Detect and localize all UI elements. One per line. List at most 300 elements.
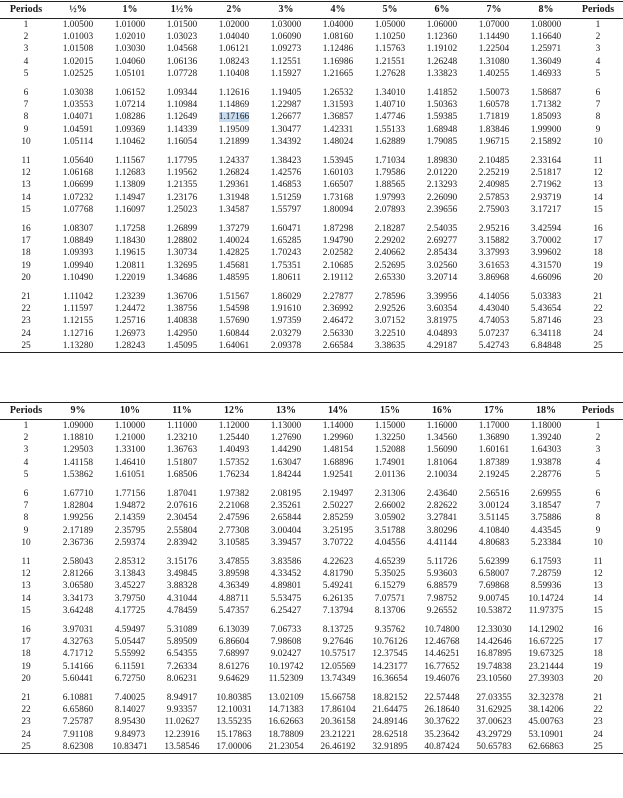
period-cell: 13 [593, 180, 603, 191]
period-cell: 18 [593, 649, 603, 660]
factor-cell: 2.18287 [374, 224, 406, 235]
factor-cell: 1.06090 [270, 32, 302, 43]
period-cell: 4 [595, 56, 601, 67]
period-cell: 10 [21, 537, 31, 548]
factor-cell: 3.06580 [62, 581, 94, 592]
factor-cell: 5.47357 [218, 605, 250, 616]
factor-cell: 1.97382 [218, 489, 250, 500]
period-cell: 25 [21, 741, 31, 752]
factor-cell: 4.04893 [426, 328, 458, 339]
period-cell: 21 [21, 693, 31, 704]
factor-cell: 1.01003 [62, 32, 94, 43]
table-header-row [0, 2, 623, 19]
factor-cell: 18.78809 [268, 729, 304, 740]
factor-cell: 1.07214 [114, 100, 146, 111]
factor-cell: 1.56090 [426, 445, 458, 456]
period-cell: 14 [593, 192, 603, 203]
factor-cell: 3.18547 [530, 501, 562, 512]
factor-cell: 2.50227 [322, 501, 354, 512]
factor-cell: 2.69955 [530, 489, 562, 500]
factor-cell: 6.13039 [218, 625, 250, 636]
factor-cell: 1.38423 [270, 156, 302, 167]
table-row [0, 291, 623, 303]
period-cell: 10 [21, 136, 31, 147]
factor-cell: 4.31044 [166, 593, 198, 604]
column-header: 16% [432, 404, 452, 416]
group-spacer [0, 216, 623, 223]
factor-cell: 1.16000 [426, 421, 458, 431]
factor-cell: 7.98752 [426, 593, 458, 604]
column-header: 2% [226, 3, 242, 15]
factor-cell: 1.46933 [530, 68, 562, 79]
factor-cell: 12.10031 [216, 705, 252, 716]
factor-cell: 1.14869 [218, 100, 250, 111]
table-row [0, 87, 623, 99]
factor-cell: 4.59497 [114, 625, 146, 636]
group-spacer [0, 148, 623, 155]
row-group [0, 19, 623, 81]
period-cell: 19 [21, 260, 31, 271]
factor-cell: 8.13725 [322, 625, 354, 636]
factor-cell: 3.27841 [426, 513, 458, 524]
factor-cell: 1.13000 [270, 421, 302, 431]
factor-cell: 1.40710 [374, 100, 406, 111]
factor-cell: 2.59374 [114, 537, 146, 548]
factor-cell: 3.88328 [166, 581, 198, 592]
table-row [0, 328, 623, 340]
factor-cell: 19.74838 [476, 661, 512, 672]
factor-cell: 1.34392 [270, 136, 302, 147]
factor-cell: 1.12649 [166, 112, 198, 123]
factor-cell: 1.01508 [62, 44, 94, 55]
factor-cell: 6.26135 [322, 593, 354, 604]
column-header: 17% [484, 404, 504, 416]
factor-cell: 2.51817 [530, 168, 562, 179]
factor-cell: 32.32378 [528, 693, 564, 704]
factor-cell: 3.81975 [426, 316, 458, 327]
factor-cell: 16.36654 [372, 673, 408, 684]
factor-cell: 50.65783 [476, 741, 512, 752]
factor-cell: 1.25440 [218, 433, 250, 444]
factor-cell: 4.29187 [426, 340, 458, 351]
factor-cell: 14.12902 [528, 625, 564, 636]
factor-cell: 1.64061 [218, 340, 250, 351]
factor-cell: 3.70722 [322, 537, 354, 548]
factor-cell: 4.36349 [218, 581, 250, 592]
factor-cell: 1.34010 [374, 88, 406, 99]
factor-cell: 1.24337 [218, 156, 250, 167]
factor-cell: 8.06231 [166, 673, 198, 684]
factor-cell: 1.06121 [218, 44, 250, 55]
period-cell: 8 [23, 513, 29, 524]
table-row [0, 192, 623, 204]
column-header: 18% [536, 404, 556, 416]
period-cell: 14 [593, 593, 603, 604]
row-group [0, 216, 623, 284]
table-row [0, 247, 623, 259]
factor-cell: 2.25219 [478, 168, 510, 179]
table-row [0, 500, 623, 512]
factor-cell: 4.14056 [478, 292, 510, 303]
factor-cell: 5.03383 [530, 292, 562, 303]
factor-cell: 53.10901 [528, 729, 564, 740]
factor-cell: 2.13293 [426, 180, 458, 191]
period-cell: 4 [595, 457, 601, 468]
period-cell: 6 [23, 489, 29, 500]
period-cell: 13 [21, 581, 31, 592]
period-cell: 17 [21, 236, 31, 247]
table-row [0, 704, 623, 716]
period-cell: 20 [593, 673, 603, 684]
factor-cell: 3.17217 [530, 204, 562, 215]
factor-cell: 7.28759 [530, 569, 562, 580]
factor-cell: 13.58546 [164, 741, 200, 752]
factor-cell: 1.68896 [322, 457, 354, 468]
factor-cell: 1.04591 [62, 124, 94, 135]
factor-cell: 2.21068 [218, 501, 250, 512]
table-row [0, 204, 623, 216]
column-header: 7% [486, 3, 502, 15]
factor-cell: 6.10881 [62, 693, 94, 704]
factor-cell: 1.10000 [114, 421, 146, 431]
factor-cell: 1.36049 [530, 56, 562, 67]
factor-cell: 1.12716 [62, 328, 94, 339]
factor-cell: 1.63047 [270, 457, 302, 468]
table-row [0, 469, 623, 481]
period-cell: 3 [595, 445, 601, 456]
factor-cell: 1.39240 [530, 433, 562, 444]
factor-cell: 1.09940 [62, 260, 94, 271]
factor-cell: 3.61653 [478, 260, 510, 271]
factor-cell: 62.66863 [528, 741, 564, 752]
factor-cell: 1.01500 [166, 20, 198, 30]
period-cell: 22 [593, 705, 603, 716]
period-cell: 12 [21, 168, 31, 179]
period-cell: 16 [21, 625, 31, 636]
factor-cell: 1.31593 [322, 100, 354, 111]
factor-cell: 1.10490 [62, 272, 94, 283]
factor-cell: 1.26899 [166, 224, 198, 235]
factor-cell: 2.52695 [374, 260, 406, 271]
table-row [0, 648, 623, 660]
factor-cell: 3.45227 [114, 581, 146, 592]
factor-cell: 3.83586 [270, 557, 302, 568]
factor-cell: 1.51259 [270, 192, 302, 203]
factor-cell: 1.10462 [114, 136, 146, 147]
factor-cell: 6.34118 [530, 328, 562, 339]
factor-cell: 1.04568 [166, 44, 198, 55]
factor-cell: 1.17000 [478, 421, 510, 431]
factor-cell: 1.50363 [426, 100, 458, 111]
table-row [0, 525, 623, 537]
factor-cell: 10.57517 [320, 649, 356, 660]
factor-cell: 3.97031 [62, 625, 94, 636]
column-header: 4% [330, 3, 346, 15]
factor-cell: 7.69868 [478, 581, 510, 592]
factor-cell: 19.46076 [424, 673, 460, 684]
factor-cell: 27.39303 [528, 673, 564, 684]
factor-cell: 1.17258 [114, 224, 146, 235]
factor-cell: 1.21899 [218, 136, 250, 147]
period-cell: 5 [23, 469, 29, 480]
period-cell: 20 [21, 673, 31, 684]
factor-cell: 28.62518 [372, 729, 408, 740]
factor-cell: 1.08286 [114, 112, 146, 123]
factor-cell: 1.29361 [218, 180, 250, 191]
table-row [0, 593, 623, 605]
factor-cell: 14.71383 [268, 705, 304, 716]
factor-cell: 1.97993 [374, 192, 406, 203]
factor-cell: 3.22510 [374, 328, 406, 339]
table-row [0, 432, 623, 444]
factor-cell: 4.89801 [270, 581, 302, 592]
factor-cell: 1.89830 [426, 156, 458, 167]
period-cell: 3 [23, 445, 29, 456]
factor-cell: 1.91610 [270, 304, 302, 315]
factor-cell: 1.14000 [322, 421, 354, 431]
factor-cell: 1.93878 [530, 457, 562, 468]
factor-cell: 11.97375 [528, 605, 564, 616]
column-header: 5% [382, 3, 398, 15]
factor-cell: 1.11042 [62, 292, 94, 303]
factor-cell: 1.07768 [62, 204, 94, 215]
factor-cell: 11.52309 [268, 673, 304, 684]
factor-cell: 7.98608 [270, 637, 302, 648]
factor-cell: 1.33100 [114, 445, 146, 456]
factor-cell: 2.07616 [166, 501, 198, 512]
factor-cell: 45.00763 [528, 717, 564, 728]
factor-cell: 1.13809 [114, 180, 146, 191]
factor-cell: 1.97359 [270, 316, 302, 327]
factor-cell: 7.06733 [270, 625, 302, 636]
factor-cell: 10.53872 [476, 605, 512, 616]
factor-cell: 5.23384 [530, 537, 562, 548]
factor-cell: 6.65860 [62, 705, 94, 716]
table-row [0, 661, 623, 673]
factor-cell: 1.53945 [322, 156, 354, 167]
factor-cell: 5.11726 [426, 557, 458, 568]
factor-cell: 7.26334 [166, 661, 198, 672]
factor-cell: 1.34587 [218, 204, 250, 215]
factor-cell: 6.17593 [530, 557, 562, 568]
factor-cell: 1.12000 [218, 421, 250, 431]
factor-cell: 2.19112 [322, 272, 354, 283]
factor-cell: 1.65285 [270, 236, 302, 247]
factor-cell: 1.02000 [218, 20, 250, 30]
row-group [0, 284, 623, 353]
factor-cell: 11.02627 [164, 717, 200, 728]
factor-cell: 2.95216 [478, 224, 510, 235]
factor-cell: 1.60161 [478, 445, 510, 456]
period-cell: 12 [593, 168, 603, 179]
factor-cell: 2.81266 [62, 569, 94, 580]
factor-cell: 27.03355 [476, 693, 512, 704]
period-cell: 17 [593, 236, 603, 247]
factor-cell: 10.76126 [372, 637, 408, 648]
factor-cell: 7.40025 [114, 693, 146, 704]
factor-cell: 1.96715 [478, 136, 510, 147]
column-header: 6% [434, 3, 450, 15]
factor-cell: 4.04556 [374, 537, 406, 548]
factor-cell: 1.12360 [426, 32, 458, 43]
factor-cell: 1.07232 [62, 192, 94, 203]
factor-cell: 31.62925 [476, 705, 512, 716]
factor-cell: 4.71712 [62, 649, 94, 660]
table-row [0, 692, 623, 704]
period-cell: 8 [595, 112, 601, 123]
factor-cell: 12.05569 [320, 661, 356, 672]
factor-cell: 2.35261 [270, 501, 302, 512]
row-group [0, 481, 623, 549]
factor-cell: 1.74901 [374, 457, 406, 468]
table-row [0, 19, 623, 32]
period-cell: 19 [593, 260, 603, 271]
factor-cell: 1.14339 [166, 124, 198, 135]
factor-cell: 6.15279 [374, 581, 406, 592]
period-cell: 8 [595, 513, 601, 524]
factor-cell: 3.15176 [166, 557, 198, 568]
column-header: Periods [9, 404, 43, 416]
period-cell: 6 [595, 88, 601, 99]
factor-cell: 1.36890 [478, 433, 510, 444]
factor-cell: 1.23239 [114, 292, 146, 303]
period-cell: 25 [21, 340, 31, 351]
factor-cell: 14.23177 [372, 661, 408, 672]
factor-cell: 7.13794 [322, 605, 354, 616]
factor-cell: 1.18430 [114, 236, 146, 247]
factor-cell: 1.05101 [114, 68, 146, 79]
factor-cell: 1.29503 [62, 445, 94, 456]
period-cell: 17 [593, 637, 603, 648]
factor-cell: 1.16986 [322, 56, 354, 67]
factor-cell: 1.23210 [166, 433, 198, 444]
factor-cell: 2.66584 [322, 340, 354, 351]
factor-cell: 15.66758 [320, 693, 356, 704]
factor-cell: 1.25971 [530, 44, 562, 55]
factor-cell: 9.00745 [478, 593, 510, 604]
factor-cell: 3.42594 [530, 224, 562, 235]
factor-cell: 7.91108 [62, 729, 94, 740]
factor-cell: 16.87895 [476, 649, 512, 660]
period-cell: 5 [23, 68, 29, 79]
factor-cell: 1.57352 [218, 457, 250, 468]
period-cell: 23 [593, 316, 603, 327]
period-cell: 22 [21, 304, 31, 315]
factor-cell: 1.62889 [374, 136, 406, 147]
factor-cell: 3.34173 [62, 593, 94, 604]
factor-cell: 12.46768 [424, 637, 460, 648]
factor-cell: 2.65330 [374, 272, 406, 283]
factor-cell: 2.26090 [426, 192, 458, 203]
factor-cell: 1.48154 [322, 445, 354, 456]
factor-cell: 10.83471 [112, 741, 148, 752]
table-row [0, 580, 623, 592]
factor-cell: 1.18000 [530, 421, 562, 431]
factor-cell: 1.88565 [374, 180, 406, 191]
factor-cell: 3.38635 [374, 340, 406, 351]
factor-cell: 1.45095 [166, 340, 198, 351]
period-cell: 24 [21, 729, 31, 740]
table-row [0, 68, 623, 80]
factor-cell: 1.01000 [114, 20, 146, 30]
factor-cell: 5.60441 [62, 673, 94, 684]
factor-cell: 1.19509 [218, 124, 250, 135]
factor-cell: 8.59936 [530, 581, 562, 592]
factor-cell: 1.87041 [166, 489, 198, 500]
column-header: 1½% [170, 3, 194, 15]
factor-cell: 2.02582 [322, 248, 354, 259]
factor-cell: 2.19497 [322, 489, 354, 500]
factor-cell: 1.15763 [374, 44, 406, 55]
factor-cell: 1.19562 [166, 168, 198, 179]
factor-cell: 7.25787 [62, 717, 94, 728]
factor-cell: 2.07893 [374, 204, 406, 215]
factor-cell: 1.41852 [426, 88, 458, 99]
period-cell: 4 [23, 457, 29, 468]
factor-cell: 2.39656 [426, 204, 458, 215]
factor-cell: 6.86604 [218, 637, 250, 648]
factor-cell: 26.46192 [320, 741, 356, 752]
period-cell: 7 [23, 100, 29, 111]
factor-cell: 5.43654 [530, 304, 562, 315]
factor-cell: 1.80611 [270, 272, 302, 283]
factor-cell: 2.56516 [478, 489, 510, 500]
table-row [0, 624, 623, 636]
factor-cell: 6.54355 [166, 649, 198, 660]
factor-cell: 4.43545 [530, 525, 562, 536]
factor-cell: 1.06152 [114, 88, 146, 99]
future-value-table-high-rates [0, 402, 623, 754]
factor-cell: 1.32695 [166, 260, 198, 271]
table-row [0, 420, 623, 433]
factor-cell: 10.80385 [216, 693, 252, 704]
factor-cell: 1.87389 [478, 457, 510, 468]
factor-cell: 1.08000 [530, 20, 562, 30]
factor-cell: 35.23642 [424, 729, 460, 740]
factor-cell: 1.80094 [322, 204, 354, 215]
factor-cell: 1.27628 [374, 68, 406, 79]
factor-cell: 1.26532 [322, 88, 354, 99]
period-cell: 8 [23, 112, 29, 123]
table-row [0, 179, 623, 191]
factor-cell: 4.74053 [478, 316, 510, 327]
factor-cell: 21.64475 [372, 705, 408, 716]
period-cell: 1 [595, 20, 601, 30]
factor-cell: 1.36857 [322, 112, 354, 123]
factor-cell: 1.12486 [322, 44, 354, 55]
factor-cell: 17.00006 [216, 741, 252, 752]
period-cell: 3 [23, 44, 29, 55]
period-cell: 2 [23, 433, 29, 444]
period-cell: 7 [23, 501, 29, 512]
factor-cell: 1.67710 [62, 489, 94, 500]
factor-cell: 2.69277 [426, 236, 458, 247]
factor-cell: 1.06000 [426, 20, 458, 30]
factor-cell: 1.70243 [270, 248, 302, 259]
factor-cell: 1.07728 [166, 68, 198, 79]
factor-cell: 3.99602 [530, 248, 562, 259]
factor-cell: 1.86029 [270, 292, 302, 303]
factor-cell: 1.26248 [426, 56, 458, 67]
factor-cell: 1.02525 [62, 68, 94, 79]
factor-cell: 3.00404 [270, 525, 302, 536]
factor-cell: 30.37622 [424, 717, 460, 728]
period-cell: 21 [593, 693, 603, 704]
factor-cell: 1.10984 [166, 100, 198, 111]
factor-cell: 37.00623 [476, 717, 512, 728]
factor-cell: 1.26677 [270, 112, 302, 123]
factor-cell: 20.36158 [320, 717, 356, 728]
